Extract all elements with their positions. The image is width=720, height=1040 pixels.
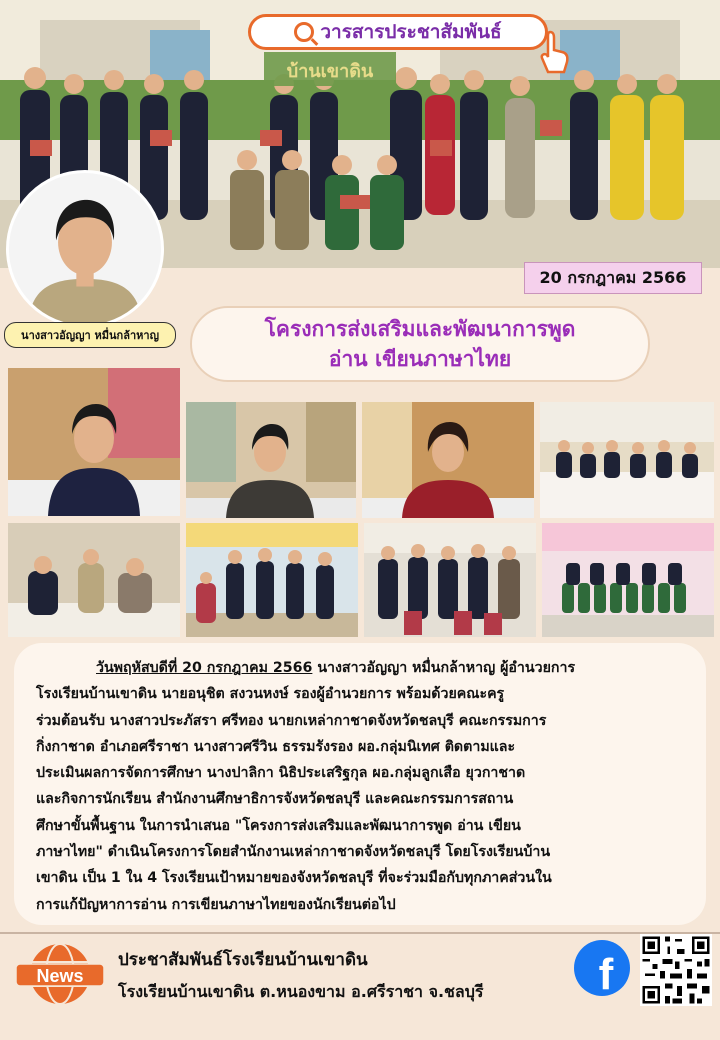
footer-address: โรงเรียนบ้านเขาดิน ต.หนองขาม อ.ศรีราชา จ.ชลบุรี (118, 982, 484, 1001)
article-line-5: ประเมินผลการจัดการศึกษา นางปาลิกา นิธิประเสริฐกุล ผอ.กลุ่มลูกเสือ ยุวกาชาด (36, 765, 526, 782)
photo-meeting-table (540, 402, 714, 518)
photo-guest-2 (362, 402, 534, 518)
article-line-10: การแก้ปัญหาการอ่าน การเขียนภาษาไทยของนักเรียนต่อไป (36, 896, 396, 913)
photo-group-students (542, 523, 714, 637)
article-line-6: และกิจการนักเรียน สำนักงานศึกษาธิการจังหวัดชลบุรี และคณะกรรมการสถาน (36, 791, 514, 808)
article-line-9: เขาดิน เป็น 1 ใน 4 โรงเรียนเป้าหมายของจังหวัดชลบุรี ที่จะร่วมมือกับทุกภาคส่วนใน (36, 870, 552, 887)
qr-code-icon (640, 934, 712, 1006)
newsletter-title (248, 14, 548, 50)
project-title (190, 306, 650, 382)
search-icon (294, 22, 314, 42)
director-name-tag: นางสาวอัญญา หมื่นกล้าหาญ (4, 322, 176, 348)
article-line-1: วันพฤหัสบดีที่ 20 กรกฎาคม 2566 นางสาวอัญญา หมื่นกล้าหาญ ผู้อำนวยการ (36, 655, 686, 681)
project-title-line1: โครงการส่งเสริมและพัฒนาการพูด (264, 317, 576, 341)
article-line-3: ร่วมต้อนรับ นางสาวประภัสรา ศรีทอง นายกเหล่ากาชาดจังหวัดชลบุรี คณะกรรมการ (36, 712, 547, 729)
article-line-8: ภาษาไทย" ดำเนินโครงการโดยสำนักงานเหล่ากาชาดจังหวัดชลบุรี โดยโรงเรียนบ้าน (36, 844, 551, 861)
project-title-line2: อ่าน เขียนภาษาไทย (328, 347, 512, 371)
news-label: News (36, 966, 84, 986)
banner-sign-text: บ้านเขาดิน (286, 61, 374, 82)
photo-director-speaking (8, 368, 180, 516)
article-line-2: โรงเรียนบ้านเขาดิน นายอนุชิต สงวนหงษ์ รองผู้อำนวยการ พร้อมด้วยคณะครู (36, 686, 505, 703)
director-portrait (6, 170, 164, 328)
photo-classroom-2 (364, 523, 536, 637)
date-badge: 20 กรกฎาคม 2566 (524, 262, 702, 294)
photo-classroom-1 (186, 523, 358, 637)
article-lead-date: วันพฤหัสบดีที่ 20 กรกฎาคม 2566 (96, 660, 313, 676)
news-globe-icon (16, 942, 104, 1006)
article-line-4: กิ่งกาชาด อำเภอศรีราชา นางสาวศรีวิน ธรรมรังรอง ผอ.กลุ่มนิเทศ ติดตามและ (36, 738, 516, 755)
newsletter-title-text: วารสารประชาสัมพันธ์ (320, 21, 502, 43)
article-body (14, 643, 706, 925)
article-line-7: ศึกษาขั้นพื้นฐาน ในการนำเสนอ "โครงการส่งเสริมและพัฒนาการพูด อ่าน เขียน (36, 817, 521, 834)
facebook-icon[interactable]: f (574, 940, 630, 996)
photo-guest-1 (186, 402, 356, 518)
photo-panel-seated (8, 523, 180, 637)
footer-org-name: ประชาสัมพันธ์โรงเรียนบ้านเขาดิน (118, 950, 368, 970)
footer-divider (0, 932, 720, 934)
pointer-hand-icon (540, 30, 570, 76)
